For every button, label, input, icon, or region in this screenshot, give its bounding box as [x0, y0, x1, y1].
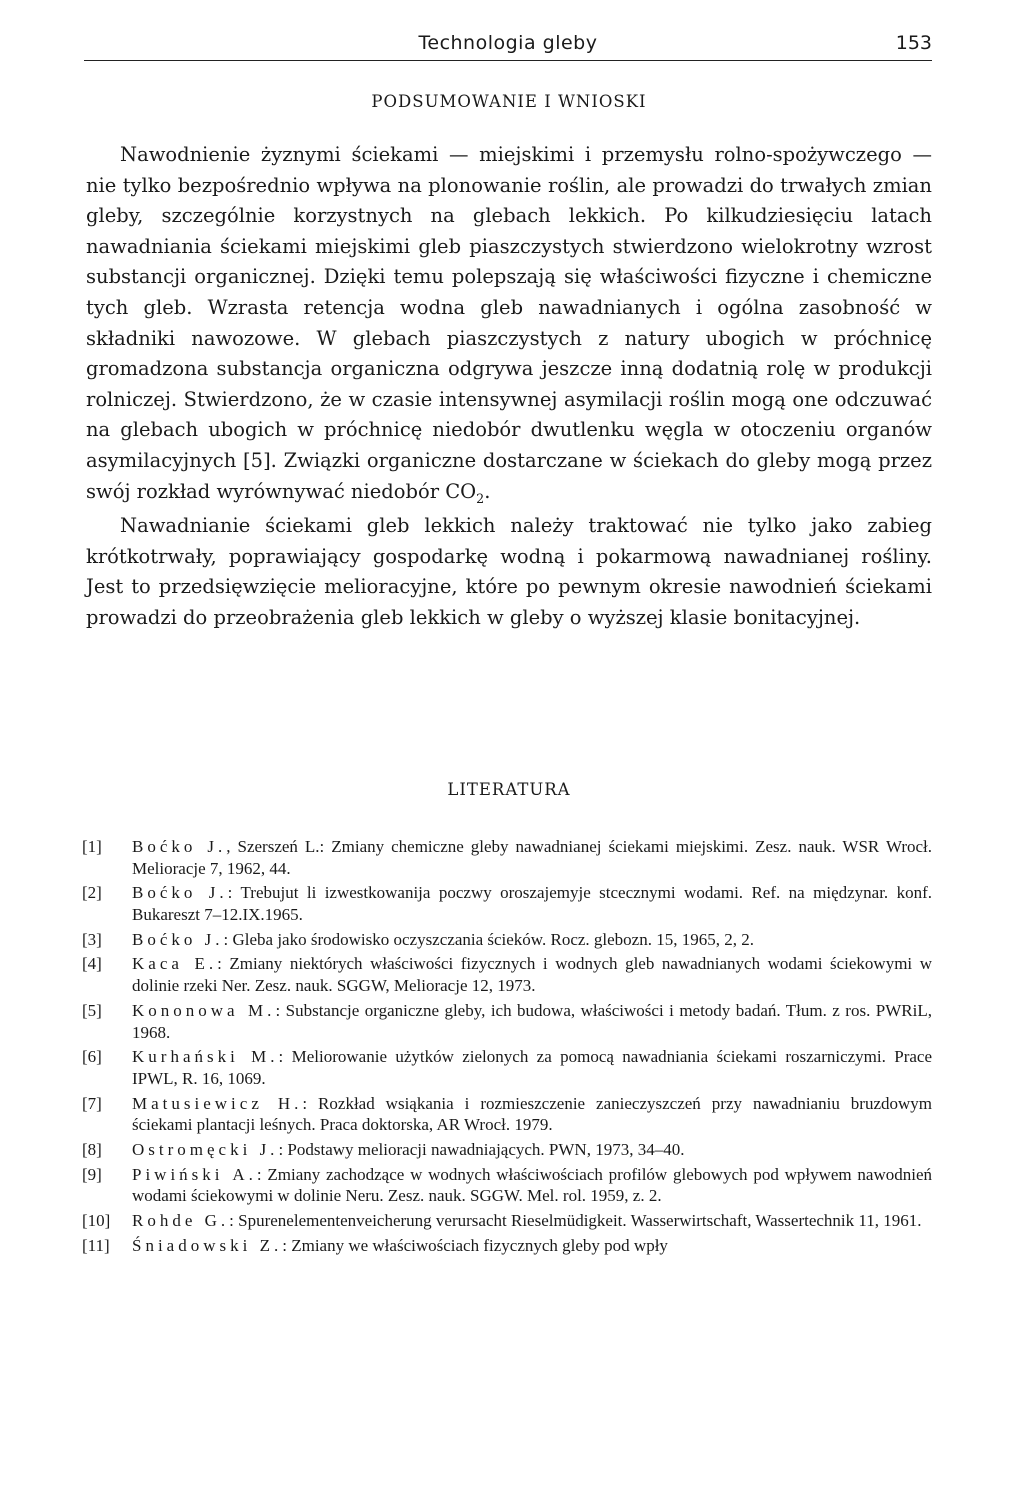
subscript: 2 — [476, 490, 485, 506]
reference-text: : Rozkład wsiąkania i rozmieszczenie zanieczyszczeń przy nawadnianiu bruzdowym ściekami plantacji leśnych. Praca doktorska, AR Wrocł. 1979. — [132, 1093, 932, 1135]
section-title: PODSUMOWANIE I WNIOSKI — [371, 92, 647, 111]
literature-title: LITERATURA — [447, 780, 571, 799]
reference-text: : Spurenelementenveicherung verursacht Rieselmüdigkeit. Wasserwirtschaft, Wassertechnik 11, 1961. — [229, 1210, 922, 1230]
reference-text: : Zmiany we właściwościach fizycznych gleby pod wpły — [282, 1235, 668, 1255]
paragraph-tail: . — [484, 479, 491, 503]
paragraph-text: Nawadnianie ściekami gleb lekkich należy traktować nie tylko jako zabieg krótkotrwały, poprawiający gospodarkę wodną i pokarmową nawadnianej rośliny. Jest to przedsięwzięcie melioracyjne, które po pewnym okresie nawodnień ściekami prowadzi do przeobrażenia gleb lekkich w gleby o wyższej klasie bonitacyjnej. — [86, 514, 932, 629]
reference-number: [6] — [82, 1047, 102, 1067]
reference-author: Kononowa M. — [132, 1000, 276, 1020]
reference-author: Śniadowski Z. — [132, 1235, 283, 1255]
reference-number: [8] — [82, 1139, 102, 1159]
reference-number: [9] — [82, 1164, 102, 1184]
reference-text: : Podstawy melioracji nawadniających. PWN, 1973, 34–40. — [278, 1139, 685, 1159]
running-title: Technologia gleby — [418, 32, 598, 54]
reference-number: [1] — [82, 837, 102, 856]
reference-list — [82, 836, 932, 1259]
reference-item — [82, 1139, 932, 1161]
reference-text: : Zmiany niektórych właściwości fizycznych i wodnych gleb nawadnianych wodami ściekowymi w dolinie rzeki Ner. Zesz. nauk. SGGW, Melioracje 12, 1973. — [132, 954, 932, 996]
reference-item — [82, 882, 932, 926]
reference-text: : Zmiany zachodzące w wodnych właściwościach profilów glebowych pod wpływem nawodnień wodami ściekowymi w dolinie Neru. Zesz. nauk. SGGW. Mel. rol. 1959, z. 2. — [132, 1164, 932, 1206]
reference-item — [82, 1210, 932, 1232]
reference-number: [3] — [82, 929, 102, 949]
reference-number: [5] — [82, 1000, 102, 1020]
reference-number: [10] — [82, 1210, 111, 1230]
reference-item — [82, 1046, 932, 1090]
reference-author: Kurhański M. — [132, 1047, 279, 1067]
reference-item — [82, 953, 932, 997]
reference-number: [11] — [82, 1235, 110, 1255]
reference-number: [4] — [82, 954, 102, 974]
running-header — [84, 30, 932, 61]
reference-item — [82, 929, 932, 951]
reference-number: [7] — [82, 1093, 102, 1113]
reference-author: Rohde G. — [132, 1210, 230, 1230]
reference-text: : Gleba jako środowisko oczyszczania ścieków. Rocz. glebozn. 15, 1965, 2, 2. — [223, 929, 754, 949]
reference-author: Boćko J. — [132, 837, 227, 856]
reference-number: [2] — [82, 883, 102, 903]
reference-item — [82, 1093, 932, 1137]
body-text — [86, 140, 932, 638]
reference-item — [82, 1164, 932, 1208]
paragraph-text: Nawodnienie żyznymi ściekami — miejskimi i przemysłu rolno-spożywczego — nie tylko bezpośrednio wpływa na plonowanie roślin, ale prowadzi do trwałych zmian gleby, szczególnie korzystnych na glebach lekkich. Po kilkudziesięciu latach nawadniania ściekami miejskimi gleb piaszczystych stwierdzono wielokrotny wzrost substancji organicznej. Dzięki temu polepszają się właściwości fizyczne i chemiczne tych gleb. Wzrasta retencja wodna gleb nawadnianych i ogólna zasobność w składniki nawozowe. W glebach piaszczystych z natury ubogich w próchnicę gromadzona substancja organiczna odgrywa jeszcze inną dodatnią rolę w produkcji rolniczej. Stwierdzono, że w czasie intensywnej asymilacji roślin mogą one odczuwać na glebach ubogich w próchnicę niedobór dwutlenku węgla w otoczeniu organów asymilacyjnych [5]. Związki organiczne dostarczane w ściekach do gleby mogą przez swój rozkład wyrównywać niedobór CO — [86, 143, 932, 503]
reference-author: Ostromęcki J. — [132, 1139, 279, 1159]
reference-author: Piwiński A. — [132, 1164, 257, 1184]
reference-item — [82, 1235, 932, 1257]
reference-text: , Szerszeń L.: Zmiany chemiczne gleby nawadnianej ściekami miejskimi. Zesz. nauk. WSR Wrocł. Melioracje 7, 1962, 44. — [132, 837, 932, 878]
reference-item — [82, 836, 932, 880]
page-number: 153 — [895, 32, 932, 54]
paragraph — [86, 140, 932, 507]
reference-text: : Substancje organiczne gleby, ich budowa, właściwości i metody badań. Tłum. z ros. PWRiL, 1968. — [132, 1000, 932, 1042]
reference-author: Kaca E. — [132, 954, 218, 974]
reference-author: Boćko J. — [132, 883, 228, 903]
paragraph — [86, 511, 932, 633]
reference-text: : Meliorowanie użytków zielonych za pomocą nawadniania ściekami roszarniczymi. Prace IPWL, R. 16, 1069. — [132, 1047, 932, 1088]
reference-item — [82, 1000, 932, 1044]
reference-text: : Trebujut li izwestkowanija poczwy oroszajemyje stcecznymi wodami. Ref. na międzynar. konf. Bukareszt 7–12.IX.1965. — [132, 883, 933, 925]
reference-author: Matusiewicz H. — [132, 1093, 303, 1113]
reference-author: Boćko J. — [132, 929, 224, 949]
